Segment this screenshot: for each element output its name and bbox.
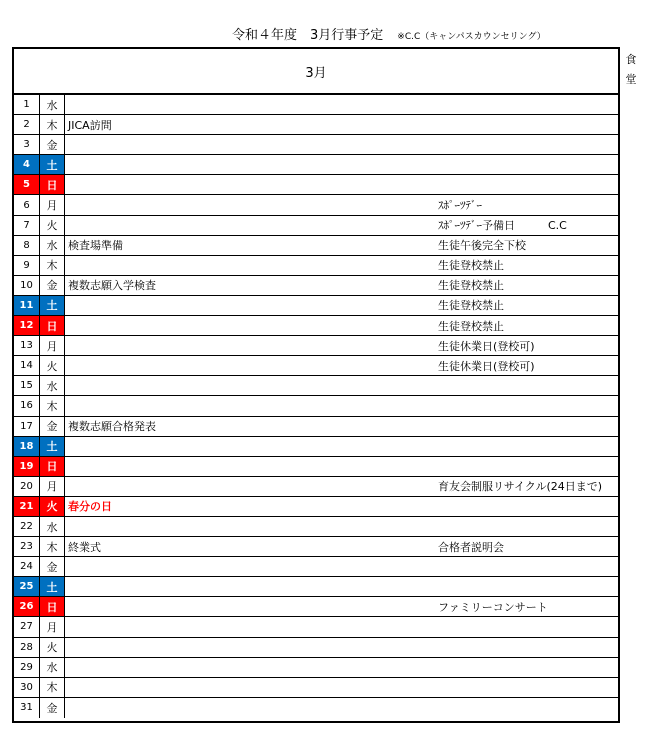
day-cell: 3 <box>14 135 40 155</box>
event-cell <box>65 95 435 115</box>
schedule-table <box>12 47 620 723</box>
table-row <box>14 396 618 416</box>
event-cell <box>65 216 435 236</box>
day-cell: 5 <box>14 175 40 195</box>
event-note-cell: 生徒休業日(登校可) <box>435 336 618 356</box>
event-cell <box>65 195 435 215</box>
day-cell: 9 <box>14 256 40 276</box>
event-note-cell <box>435 457 618 477</box>
weekday-cell: 日 <box>40 316 65 336</box>
weekday-cell: 水 <box>40 95 65 115</box>
event-note-cell <box>435 638 618 658</box>
title-note: ※C.C（キャンパスカウンセリング） <box>397 32 546 42</box>
month-header: 3月 <box>14 49 618 95</box>
table-row <box>14 296 618 316</box>
event-note-cell: 生徒午後完全下校 <box>435 236 618 256</box>
event-cell <box>65 175 435 195</box>
day-cell: 11 <box>14 296 40 316</box>
table-row <box>14 175 618 195</box>
day-cell: 31 <box>14 698 40 718</box>
schedule-rows <box>14 95 618 718</box>
table-row <box>14 557 618 577</box>
event-cell <box>65 396 435 416</box>
day-cell: 7 <box>14 216 40 236</box>
day-cell: 25 <box>14 577 40 597</box>
event-cell <box>65 256 435 276</box>
event-note-cell: 生徒休業日(登校可) <box>435 356 618 376</box>
weekday-cell: 水 <box>40 236 65 256</box>
event-cell <box>65 597 435 617</box>
table-row <box>14 376 618 396</box>
event-note-cell <box>435 437 618 457</box>
day-cell: 15 <box>14 376 40 396</box>
weekday-cell: 水 <box>40 517 65 537</box>
event-note-cell <box>435 678 618 698</box>
event-note-cell <box>435 135 618 155</box>
event-cell <box>65 678 435 698</box>
side-label <box>624 50 638 90</box>
table-row <box>14 477 618 497</box>
event-cell <box>65 437 435 457</box>
weekday-cell: 木 <box>40 537 65 557</box>
table-row <box>14 236 618 256</box>
weekday-cell: 木 <box>40 678 65 698</box>
day-cell: 20 <box>14 477 40 497</box>
table-row <box>14 95 618 115</box>
day-cell: 2 <box>14 115 40 135</box>
event-note-cell <box>435 95 618 115</box>
event-note-cell <box>435 517 618 537</box>
event-cell <box>65 617 435 637</box>
day-cell: 18 <box>14 437 40 457</box>
weekday-cell: 火 <box>40 356 65 376</box>
day-cell: 6 <box>14 195 40 215</box>
event-cell <box>65 155 435 175</box>
event-cell <box>65 638 435 658</box>
weekday-cell: 土 <box>40 296 65 316</box>
weekday-cell: 日 <box>40 175 65 195</box>
event-note-cell <box>435 115 618 135</box>
day-cell: 22 <box>14 517 40 537</box>
event-note-cell <box>435 557 618 577</box>
event-note-cell <box>435 698 618 718</box>
table-row <box>14 256 618 276</box>
weekday-cell: 土 <box>40 577 65 597</box>
weekday-cell: 木 <box>40 256 65 276</box>
table-row <box>14 457 618 477</box>
day-cell: 21 <box>14 497 40 517</box>
table-row <box>14 617 618 637</box>
event-cell <box>65 517 435 537</box>
day-cell: 23 <box>14 537 40 557</box>
day-cell: 14 <box>14 356 40 376</box>
table-row <box>14 135 618 155</box>
event-cell <box>65 658 435 678</box>
event-cell <box>65 356 435 376</box>
day-cell: 28 <box>14 638 40 658</box>
day-cell: 26 <box>14 597 40 617</box>
event-cell <box>65 557 435 577</box>
table-row <box>14 437 618 457</box>
weekday-cell: 土 <box>40 155 65 175</box>
table-row <box>14 216 618 236</box>
day-cell: 1 <box>14 95 40 115</box>
day-cell: 30 <box>14 678 40 698</box>
event-note-cell <box>435 417 618 437</box>
table-row <box>14 497 618 517</box>
event-note-cell: 生徒登校禁止 <box>435 316 618 336</box>
weekday-cell: 火 <box>40 216 65 236</box>
weekday-cell: 土 <box>40 437 65 457</box>
table-row <box>14 356 618 376</box>
event-cell: 複数志願合格発表 <box>65 417 435 437</box>
event-cell <box>65 376 435 396</box>
event-cell <box>65 316 435 336</box>
event-note-cell <box>435 376 618 396</box>
event-cell: 複数志願入学検査 <box>65 276 435 296</box>
table-row <box>14 658 618 678</box>
event-note-cell <box>435 617 618 637</box>
table-row <box>14 537 618 557</box>
day-cell: 16 <box>14 396 40 416</box>
day-cell: 17 <box>14 417 40 437</box>
weekday-cell: 日 <box>40 457 65 477</box>
day-cell: 29 <box>14 658 40 678</box>
weekday-cell: 金 <box>40 698 65 718</box>
weekday-cell: 木 <box>40 396 65 416</box>
event-note-cell <box>435 175 618 195</box>
weekday-cell: 水 <box>40 376 65 396</box>
table-row <box>14 638 618 658</box>
weekday-cell: 月 <box>40 195 65 215</box>
weekday-cell: 水 <box>40 658 65 678</box>
event-cell: JICA訪問 <box>65 115 435 135</box>
weekday-cell: 金 <box>40 276 65 296</box>
table-row <box>14 195 618 215</box>
table-row <box>14 698 618 718</box>
side-label-char: 堂 <box>625 73 637 86</box>
weekday-cell: 火 <box>40 638 65 658</box>
event-cell <box>65 135 435 155</box>
event-cell: 検査場準備 <box>65 236 435 256</box>
table-row <box>14 597 618 617</box>
weekday-cell: 金 <box>40 135 65 155</box>
table-row <box>14 577 618 597</box>
event-cell <box>65 477 435 497</box>
table-row <box>14 678 618 698</box>
day-cell: 10 <box>14 276 40 296</box>
event-cell <box>65 296 435 316</box>
day-cell: 19 <box>14 457 40 477</box>
weekday-cell: 金 <box>40 417 65 437</box>
event-note-cell: ファミリーコンサート <box>435 597 618 617</box>
event-note-cell <box>435 497 618 517</box>
event-cell <box>65 457 435 477</box>
weekday-cell: 月 <box>40 617 65 637</box>
table-row <box>14 115 618 135</box>
page-title <box>232 24 546 43</box>
weekday-cell: 火 <box>40 497 65 517</box>
side-label-char: 食 <box>625 53 637 66</box>
table-row <box>14 517 618 537</box>
event-cell <box>65 577 435 597</box>
event-note-cell: 生徒登校禁止 <box>435 256 618 276</box>
event-note-cell: 生徒登校禁止 <box>435 276 618 296</box>
event-note-cell: 合格者説明会 <box>435 537 618 557</box>
day-cell: 27 <box>14 617 40 637</box>
event-cell <box>65 336 435 356</box>
weekday-cell: 日 <box>40 597 65 617</box>
day-cell: 13 <box>14 336 40 356</box>
event-cell: 終業式 <box>65 537 435 557</box>
table-row <box>14 276 618 296</box>
day-cell: 4 <box>14 155 40 175</box>
event-cell: 春分の日 <box>65 497 435 517</box>
weekday-cell: 木 <box>40 115 65 135</box>
weekday-cell: 金 <box>40 557 65 577</box>
day-cell: 24 <box>14 557 40 577</box>
event-note-cell: 育友会制服リサイクル(24日まで) <box>435 477 618 497</box>
weekday-cell: 月 <box>40 336 65 356</box>
event-note-cell <box>435 658 618 678</box>
event-note-cell <box>435 396 618 416</box>
event-note-cell <box>435 577 618 597</box>
table-row <box>14 155 618 175</box>
event-cell <box>65 698 435 718</box>
weekday-cell: 月 <box>40 477 65 497</box>
event-note-cell: ｽﾎﾟｰﾂﾃﾞｰ予備日 C.C <box>435 216 618 236</box>
day-cell: 12 <box>14 316 40 336</box>
event-note-cell <box>435 155 618 175</box>
table-row <box>14 336 618 356</box>
table-row <box>14 316 618 336</box>
table-row <box>14 417 618 437</box>
title-text: 令和４年度 3月行事予定 <box>232 28 384 43</box>
event-note-cell: ｽﾎﾟｰﾂﾃﾞｰ <box>435 195 618 215</box>
event-note-cell: 生徒登校禁止 <box>435 296 618 316</box>
day-cell: 8 <box>14 236 40 256</box>
